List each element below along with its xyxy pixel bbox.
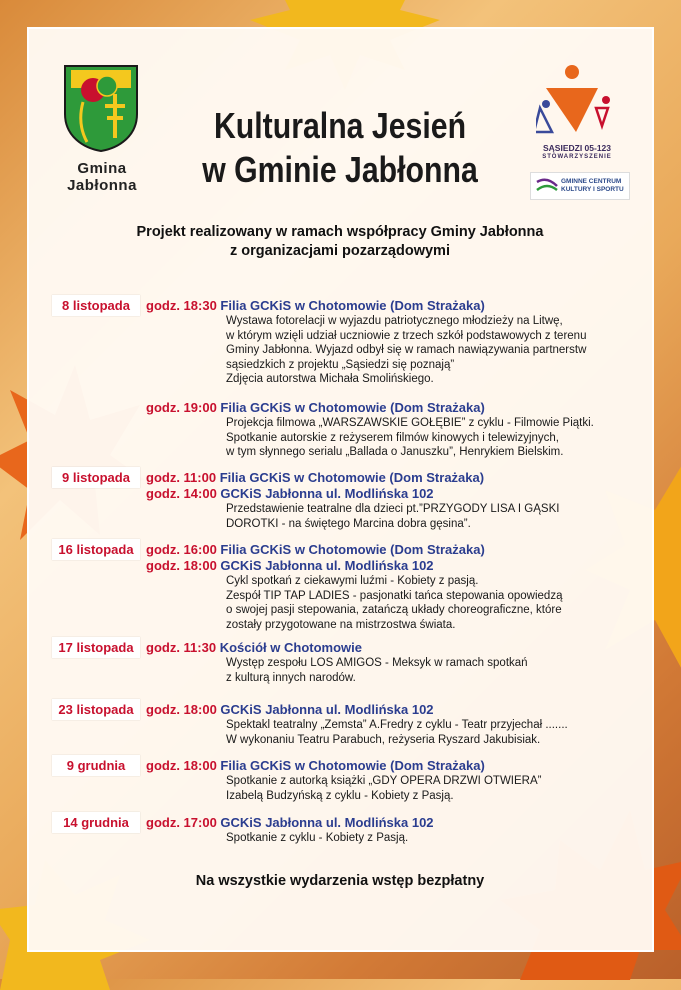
event-time: godz. 19:00 — [146, 400, 217, 415]
project-subtitle — [60, 223, 620, 261]
gmina-line1: Gmina — [77, 160, 127, 177]
event-slot — [146, 702, 434, 718]
sasiedzi-label — [522, 144, 632, 162]
desc-line: Spotkanie autorskie z reżyserem filmów kinowych i telewizyjnych, — [226, 431, 559, 444]
event-date: 14 grudnia — [52, 812, 140, 833]
desc-line: Występ zespołu LOS AMIGOS - Meksyk w ramach spotkań — [226, 657, 528, 669]
event-place: GCKiS Jabłonna ul. Modlińska 102 — [220, 702, 434, 717]
event-place: Filia GCKiS w Chotomowie (Dom Strażaka) — [220, 400, 485, 415]
event-place: Filia GCKiS w Chotomowie (Dom Strażaka) — [220, 758, 485, 773]
desc-line: W wykonaniu Teatru Parabuch, reżyseria Ryszard Jakubisiak. — [226, 733, 541, 746]
event-place: GCKiS Jabłonna ul. Modlińska 102 — [220, 558, 434, 573]
event-place: Filia GCKiS w Chotomowie (Dom Strażaka) — [219, 470, 485, 485]
event-description — [226, 718, 626, 747]
event-description — [226, 416, 626, 460]
page-title — [189, 104, 491, 192]
desc-line: Izabelą Budzyńską z cyklu - Kobiety z Pasją. — [226, 789, 454, 802]
event-time: godz. 18:00 — [146, 758, 217, 773]
event-slot — [146, 758, 485, 774]
gck-line1: GMINNE CENTRUM — [561, 178, 622, 185]
desc-line: zostały przygotowane na mistrzostwa świata. — [226, 618, 456, 631]
event-time: godz. 14:00 — [146, 486, 217, 501]
gck-logo — [530, 172, 630, 200]
event-slot — [146, 815, 434, 831]
desc-line: Cykl spotkań z ciekawymi luźmi - Kobiety z pasją. — [226, 575, 479, 587]
event-slot — [146, 486, 434, 502]
title-line1: Kulturalna Jesień — [213, 105, 467, 146]
event-description — [226, 574, 626, 632]
event-slot — [146, 470, 484, 486]
event-description — [226, 502, 626, 531]
event-time: godz. 16:00 — [146, 542, 217, 557]
event-date: 23 listopada — [52, 699, 140, 720]
sasiedzi-sub: STOWARZYSZENIE — [542, 154, 612, 160]
gmina-line2: Jabłonna — [67, 177, 137, 194]
event-time: godz. 17:00 — [146, 815, 217, 830]
event-time: godz. 18:30 — [146, 298, 217, 313]
event-date: 17 listopada — [52, 637, 140, 658]
event-place: Kościół w Chotomowie — [219, 640, 362, 655]
event-place: Filia GCKiS w Chotomowie (Dom Strażaka) — [220, 298, 485, 313]
event-slot — [146, 640, 362, 656]
desc-line: Gminy Jabłonna. Wyjazd odbył się w ramach nawiązywania partnerstw — [226, 344, 587, 356]
event-time: godz. 18:00 — [146, 702, 217, 717]
event-time: godz. 18:00 — [146, 558, 217, 573]
subtitle-line2: z organizacjami pozarządowymi — [230, 243, 450, 259]
desc-line: w tym słynnego serialu „Ballada o Januszku”, Henrykiem Bielskim. — [226, 446, 564, 458]
event-description — [226, 831, 626, 846]
gmina-coat-of-arms-icon — [63, 64, 139, 152]
desc-line: Spotkanie z autorką książki „GDY OPERA DRZWI OTWIERA” — [226, 775, 542, 787]
sasiedzi-name: SĄSIEDZI 05-123 — [542, 143, 612, 153]
event-date: 8 listopada — [52, 295, 140, 316]
event-place: GCKiS Jabłonna ul. Modlińska 102 — [220, 815, 434, 830]
event-description — [226, 656, 626, 685]
subtitle-line1: Projekt realizowany w ramach współpracy Gminy Jabłonna — [136, 224, 544, 240]
event-time: godz. 11:00 — [146, 470, 217, 485]
event-slot — [146, 558, 434, 574]
desc-line: Przedstawienie teatralne dla dzieci pt.”PRZYGODY LISA I GĄSKI — [226, 503, 560, 515]
event-slot — [146, 400, 485, 416]
event-slot — [146, 542, 485, 558]
event-date: 16 listopada — [52, 539, 140, 560]
desc-line: w którym wzięli udział uczniowie z trzech szkół podstawowych z terenu — [226, 329, 587, 342]
desc-line: z kulturą innych narodów. — [226, 671, 356, 684]
gmina-label — [52, 160, 152, 194]
desc-line: Zespół TIP TAP LADIES - pasjonatki tańca stepowania opowiedzą — [226, 589, 563, 602]
event-description — [226, 774, 626, 803]
event-slot — [146, 298, 485, 314]
desc-line: Spotkanie z cyklu - Kobiety z Pasją. — [226, 832, 409, 844]
desc-line: Projekcja filmowa „WARSZAWSKIE GOŁĘBIE” z cyklu - Filmowie Piątki. — [226, 417, 594, 429]
event-place: Filia GCKiS w Chotomowie (Dom Strażaka) — [220, 542, 485, 557]
event-date: 9 grudnia — [52, 755, 140, 776]
event-place: GCKiS Jabłonna ul. Modlińska 102 — [220, 486, 434, 501]
desc-line: Wystawa fotorelacji w wyjazdu patriotycznego młodzieży na Litwę, — [226, 315, 563, 327]
title-line2: w Gminie Jabłonna — [202, 149, 478, 190]
desc-line: DOROTKI - na świętego Marcina dobra gęsina”. — [226, 517, 471, 530]
free-entry-note: Na wszystkie wydarzenia wstęp bezpłatny — [195, 873, 485, 889]
sasiedzi-logo-icon — [536, 62, 618, 144]
gck-line2: KULTURY I SPORTU — [561, 186, 624, 193]
event-description — [226, 314, 626, 387]
event-time: godz. 11:30 — [146, 640, 217, 655]
desc-line: Spektakl teatralny „Zemsta” A.Fredry z cyklu - Teatr przyjechał ....... — [226, 719, 568, 731]
desc-line: sąsiedzkich z projektu „Sąsiedzi się poznają” — [226, 358, 455, 371]
desc-line: o swojej pasji stepowania, zatańczą układy choreograficzne, które — [226, 604, 562, 616]
event-date: 9 listopada — [52, 467, 140, 488]
gck-swoosh-icon — [535, 178, 559, 196]
desc-line: Zdjęcia autorstwa Michała Smolińskiego. — [226, 373, 434, 385]
